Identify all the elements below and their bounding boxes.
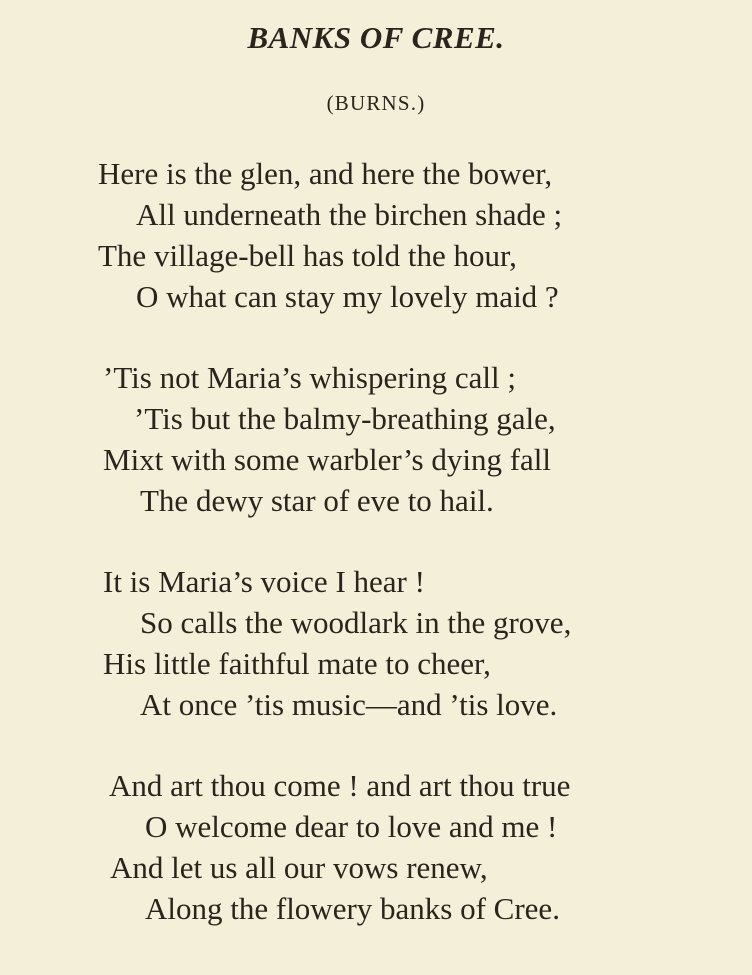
stanza-1-line-4: O what can stay my lovely maid ? [136, 279, 559, 314]
stanza-4-line-4: Along the flowery banks of Cree. [145, 891, 560, 926]
stanza-2-line-1: ’Tis not Maria’s whispering call ; [103, 360, 517, 395]
poem-author: (BURNS.) [326, 91, 426, 115]
stanza-3-line-4: At once ’tis music—and ’tis love. [140, 687, 558, 722]
stanza-1-line-3: The village-bell has told the hour, [98, 238, 517, 273]
stanza-2-line-2: ’Tis but the balmy-breathing gale, [134, 401, 556, 436]
stanza-1-line-1: Here is the glen, and here the bower, [98, 156, 553, 191]
stanza-2-line-3: Mixt with some warbler’s dying fall [103, 442, 552, 477]
stanza-2 [0, 357, 752, 521]
stanza-3-line-2: So calls the woodlark in the grove, [140, 605, 572, 640]
stanza-1 [0, 153, 752, 317]
poem-body [0, 153, 752, 969]
stanza-4-line-3: And let us all our vows renew, [110, 850, 488, 885]
stanza-4 [0, 765, 752, 929]
stanza-3-line-3: His little faithful mate to cheer, [103, 646, 491, 681]
stanza-2-line-4: The dewy star of eve to hail. [140, 483, 494, 518]
stanza-4-line-1: And art thou come ! and art thou true [109, 768, 571, 803]
poem-title: BANKS OF CREE. [247, 20, 505, 55]
stanza-3-line-1: It is Maria’s voice I hear ! [103, 564, 425, 599]
stanza-3 [0, 561, 752, 725]
stanza-1-line-2: All underneath the birchen shade ; [136, 197, 563, 232]
stanza-4-line-2: O welcome dear to love and me ! [145, 809, 558, 844]
